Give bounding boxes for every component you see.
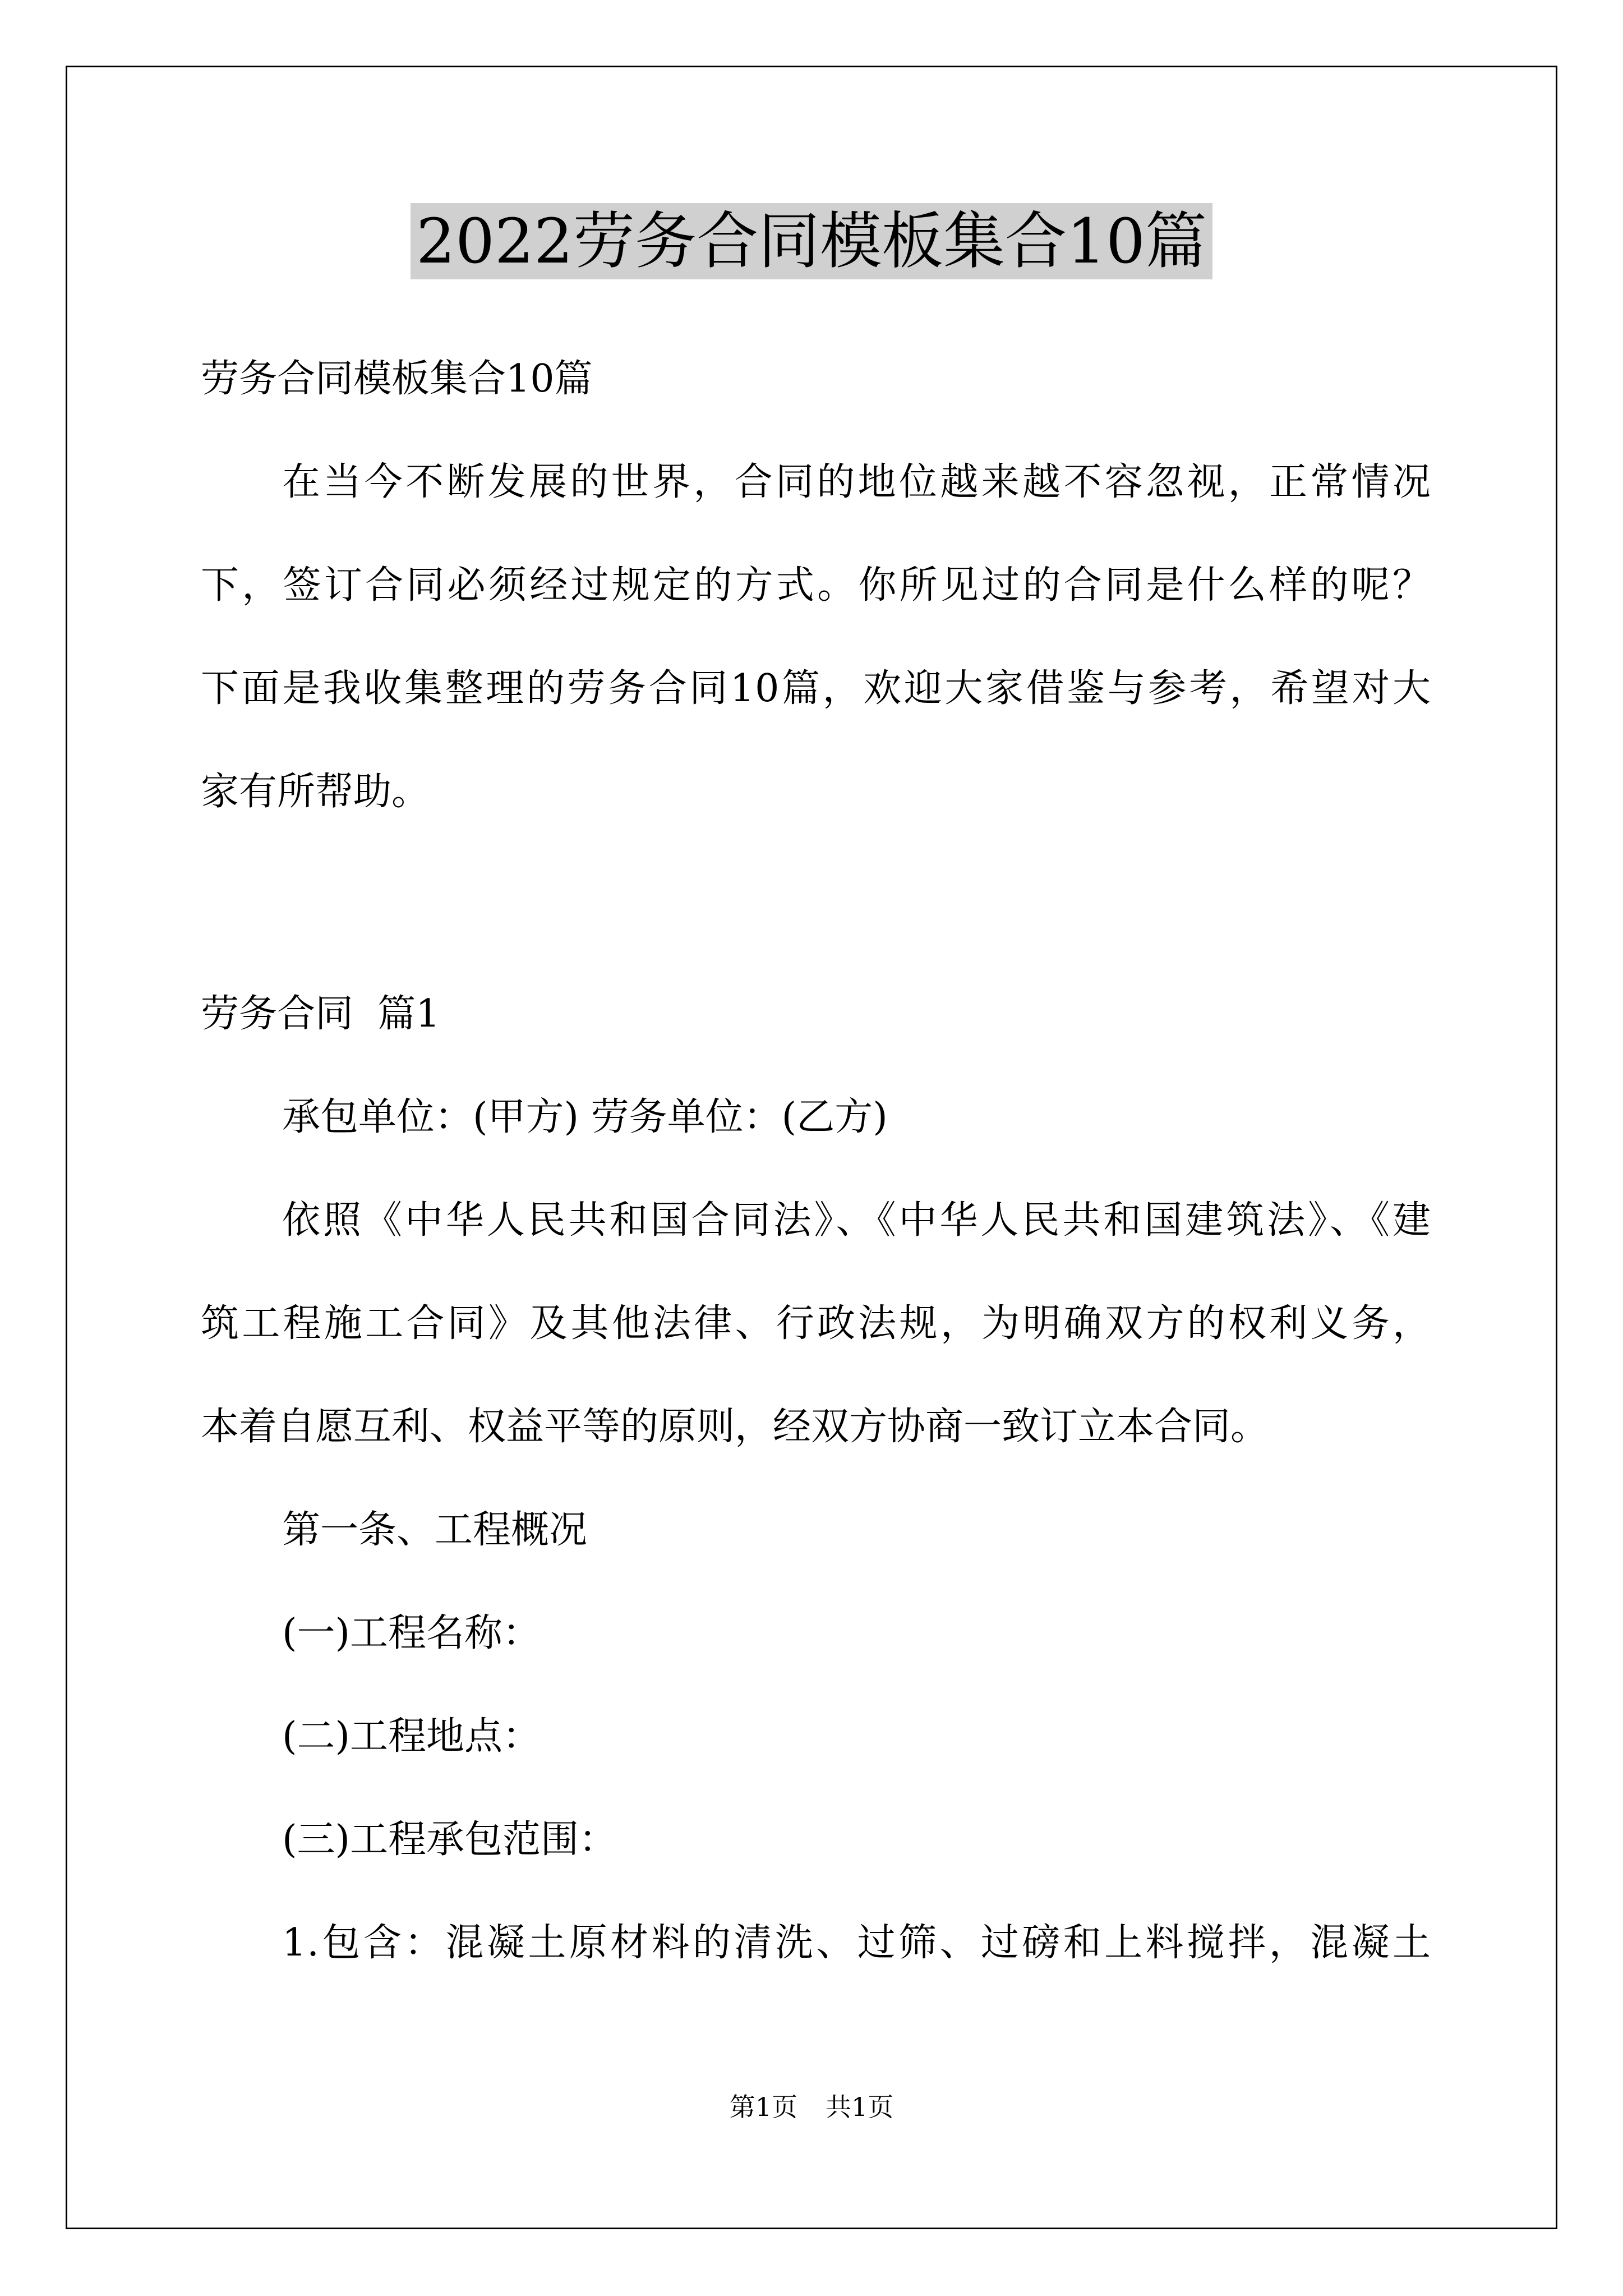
intro-line-4: 家有所帮助。: [201, 770, 430, 814]
intro-line-2: 下，签订合同必须经过规定的方式。你所见过的合同是什么样的呢？: [201, 563, 1431, 608]
basis-line-2: 筑工程施工合同》及其他法律、行政法规，为明确双方的权利义务，: [201, 1301, 1431, 1346]
page-number-total: 共1页: [826, 2092, 894, 2122]
basis-line-3: 本着自愿互利、权益平等的原则，经双方协商一致订立本合同。: [201, 1405, 1269, 1449]
article-heading: 第一条、工程概况: [282, 1508, 588, 1552]
page-number-current: 第1页: [729, 2092, 797, 2122]
project-scope-item: (三)工程承包范围：: [282, 1818, 617, 1862]
project-location-item: (二)工程地点：: [282, 1714, 541, 1759]
document-title: [0, 203, 1623, 279]
contract-parties: 承包单位：(甲方) 劳务单位：(乙方): [282, 1095, 888, 1139]
section-heading: 劳务合同 篇1: [201, 992, 440, 1036]
scope-detail-line: 1.包含：混凝土原材料的清洗、过筛、过磅和上料搅拌，混凝土: [282, 1921, 1431, 1965]
document-title-text: 2022劳务合同模板集合10篇: [411, 203, 1212, 279]
intro-line-1: 在当今不断发展的世界，合同的地位越来越不容忽视，正常情况: [282, 460, 1431, 504]
document-subtitle: 劳务合同模板集合10篇: [201, 357, 593, 401]
project-name-item: (一)工程名称：: [282, 1611, 541, 1655]
page-footer: [0, 2091, 1623, 2123]
basis-line-1: 依照《中华人民共和国合同法》、《中华人民共和国建筑法》、《建: [282, 1198, 1431, 1243]
intro-line-3: 下面是我收集整理的劳务合同10篇，欢迎大家借鉴与参考，希望对大: [201, 666, 1431, 711]
